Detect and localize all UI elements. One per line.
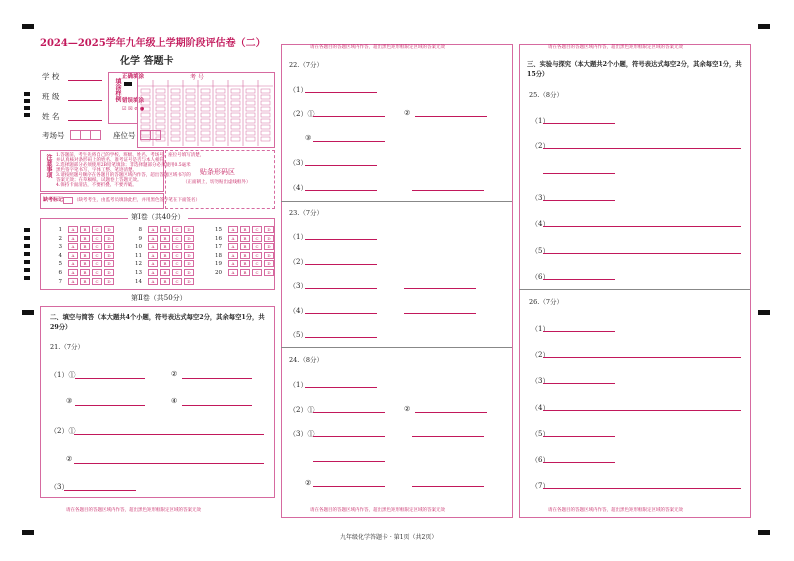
- q21-item: ④: [171, 397, 178, 405]
- answer-line[interactable]: [543, 200, 615, 201]
- answer-line[interactable]: [74, 463, 264, 464]
- q25-item: （5）: [531, 247, 550, 255]
- answer-line[interactable]: [182, 405, 252, 406]
- mc-question-row: [52, 278, 116, 285]
- mc-option-bubble[interactable]: C: [172, 260, 182, 267]
- mc-option-bubble[interactable]: D: [264, 260, 274, 267]
- mc-option-bubble[interactable]: A: [228, 235, 238, 242]
- notice-line: 黑色签字笔书写，字体工整、笔迹清楚。: [56, 168, 137, 173]
- mc-question-row: [212, 226, 276, 233]
- timing-mark: [24, 268, 30, 272]
- mc-question-number: 11: [135, 252, 142, 259]
- mc-option-bubble[interactable]: D: [184, 260, 194, 267]
- answer-line[interactable]: [305, 387, 377, 388]
- wrong-fill-label: 错误填涂: [122, 98, 145, 104]
- mc-option-bubble[interactable]: C: [252, 243, 262, 250]
- mc-question-row: [52, 243, 116, 250]
- timing-mark: [24, 99, 30, 103]
- fill-sample-label: 填涂样例: [114, 78, 121, 102]
- part2-box: [40, 306, 275, 498]
- section2-heading: 二、填空与简答（本大题共4个小题，符号表达式每空2分，其余每空1分，共29分）: [50, 314, 265, 331]
- mc-option-bubble[interactable]: A: [148, 252, 158, 259]
- mc-question-number: 2: [58, 235, 62, 242]
- q26-item: （1）: [531, 325, 550, 333]
- timing-mark: [24, 228, 30, 232]
- answer-line[interactable]: [305, 165, 377, 166]
- q21-item: （1）①: [50, 371, 76, 379]
- mc-option-bubble[interactable]: B: [160, 252, 170, 259]
- answer-line[interactable]: [543, 383, 615, 384]
- mc-option-bubble[interactable]: B: [160, 235, 170, 242]
- corner-mark-mr: [758, 310, 770, 315]
- q22-item: （3）: [289, 159, 308, 167]
- mc-option-bubble[interactable]: A: [148, 226, 158, 233]
- q22-label: 22.（7分）: [289, 61, 323, 69]
- q24-item: ②: [305, 479, 312, 487]
- answer-line[interactable]: [412, 190, 484, 191]
- mc-option-bubble[interactable]: D: [264, 269, 274, 276]
- column2-notice-top: 请在各题目的答题区域内作答，超出黑色矩形框限定区域的答案无效: [310, 45, 445, 50]
- answer-line[interactable]: [404, 288, 476, 289]
- mc-option-bubble[interactable]: B: [240, 235, 250, 242]
- answer-line[interactable]: [415, 116, 487, 117]
- q25-item: （1）: [531, 117, 550, 125]
- answer-line[interactable]: [412, 436, 484, 437]
- mc-option-bubble[interactable]: D: [264, 243, 274, 250]
- mc-option-bubble[interactable]: A: [228, 243, 238, 250]
- q24-label: 24.（8分）: [289, 356, 323, 364]
- mc-question-row: [52, 235, 116, 242]
- corner-mark-ml: [22, 310, 34, 315]
- mc-option-bubble[interactable]: A: [68, 243, 78, 250]
- mc-option-bubble[interactable]: B: [80, 269, 90, 276]
- answer-line[interactable]: [313, 486, 385, 487]
- answer-line[interactable]: [313, 436, 385, 437]
- mc-question-number: 15: [215, 227, 222, 233]
- answer-line[interactable]: [313, 461, 385, 462]
- column1-notice-bottom: 请在各题目的答题区域内作答，超出黑色矩形框限定区域的答案无效: [66, 508, 201, 513]
- q22-item: （4）: [289, 184, 308, 192]
- q21-item: ②: [66, 455, 73, 463]
- barcode-title: 贴条形码区: [200, 168, 235, 176]
- q21-item: （3）: [50, 483, 69, 491]
- mc-option-bubble[interactable]: B: [240, 226, 250, 233]
- mc-option-bubble[interactable]: B: [240, 260, 250, 267]
- answer-line[interactable]: [313, 141, 385, 142]
- section3-heading: 三、实验与探究（本大题共2个小题，符号表达式每空2分，其余每空1分，共15分）: [527, 61, 742, 78]
- mc-option-bubble[interactable]: C: [172, 235, 182, 242]
- mc-option-bubble[interactable]: B: [80, 243, 90, 250]
- mc-question-number: 9: [138, 235, 142, 242]
- mc-option-bubble[interactable]: C: [172, 278, 182, 285]
- timing-mark: [24, 92, 30, 96]
- notice-line: 1.答题前，考生先将自己的学校、班级、姓名、考场号、座位号填写清楚，: [56, 153, 205, 158]
- absent-text: （缺考考生，由监考员填涂此栏，并用黑色签字笔在下面签名）: [74, 198, 200, 203]
- mc-option-bubble[interactable]: D: [264, 252, 274, 259]
- timing-mark: [24, 252, 30, 256]
- room-label: 考场号: [42, 131, 65, 140]
- q21-item: ③: [66, 397, 73, 405]
- mc-question-row: [212, 260, 276, 267]
- mc-option-bubble[interactable]: A: [68, 226, 78, 233]
- mc-question-number: 7: [58, 278, 62, 285]
- mc-option-bubble[interactable]: C: [252, 252, 262, 259]
- answer-line[interactable]: [543, 279, 615, 280]
- corner-mark-bl: [22, 530, 34, 535]
- mc-option-bubble[interactable]: C: [172, 243, 182, 250]
- part2-label: 第Ⅱ卷（共50分）: [128, 293, 190, 303]
- mc-question-row: [212, 243, 276, 250]
- mc-option-bubble[interactable]: B: [80, 235, 90, 242]
- mc-option-bubble[interactable]: B: [240, 243, 250, 250]
- q23-label: 23.（7分）: [289, 209, 323, 217]
- answer-line[interactable]: [305, 190, 377, 191]
- q22-item: （2）①: [289, 110, 315, 118]
- mc-option-bubble[interactable]: A: [148, 243, 158, 250]
- mc-option-bubble[interactable]: A: [68, 269, 78, 276]
- mc-option-bubble[interactable]: C: [92, 243, 102, 250]
- answer-line[interactable]: [543, 436, 615, 437]
- corner-mark-br: [758, 530, 770, 535]
- q26-item: （7）: [531, 482, 550, 490]
- answer-line[interactable]: [543, 253, 741, 254]
- answer-line[interactable]: [305, 313, 377, 314]
- q23-item: （3）: [289, 282, 308, 290]
- mc-option-bubble[interactable]: A: [148, 269, 158, 276]
- notice-line: 并认真核对条形码上的姓名、准考证号是否与本人相符。: [56, 158, 169, 163]
- mc-option-bubble[interactable]: A: [148, 278, 158, 285]
- answer-line[interactable]: [313, 116, 385, 117]
- mc-option-bubble[interactable]: C: [92, 226, 102, 233]
- barcode-hint: （正面朝上，切勿贴出虚线框外）: [183, 180, 251, 185]
- mc-question-row: [132, 269, 196, 276]
- q21-item: （2）①: [50, 427, 76, 435]
- timing-mark: [24, 276, 30, 280]
- answer-line[interactable]: [313, 412, 385, 413]
- q24-item: （1）: [289, 381, 308, 389]
- mc-option-bubble[interactable]: D: [104, 278, 114, 285]
- mc-question-row: [132, 226, 196, 233]
- notice-line: 4.保持卡面清洁，不要折叠、不要弄破。: [56, 183, 137, 188]
- mc-question-row: [212, 269, 276, 276]
- mc-question-row: [212, 235, 276, 242]
- mc-option-bubble[interactable]: D: [184, 252, 194, 259]
- timing-mark: [24, 244, 30, 248]
- page-footer: 九年级化学答题卡 · 第1页（共2页）: [340, 534, 438, 541]
- mc-option-bubble[interactable]: C: [92, 278, 102, 285]
- answer-line[interactable]: [182, 378, 252, 379]
- q26-item: （2）: [531, 351, 550, 359]
- mc-option-bubble[interactable]: D: [184, 243, 194, 250]
- mc-option-bubble[interactable]: D: [104, 243, 114, 250]
- seat-label: 座位号: [113, 131, 136, 140]
- timing-mark: [24, 236, 30, 240]
- mc-question-number: 6: [58, 270, 62, 276]
- mc-option-bubble[interactable]: D: [184, 278, 194, 285]
- q23-item: （1）: [289, 233, 308, 241]
- school-label: 学 校: [42, 72, 60, 81]
- mc-option-bubble[interactable]: D: [184, 235, 194, 242]
- class-label: 班 级: [42, 92, 60, 101]
- mc-option-bubble[interactable]: C: [252, 235, 262, 242]
- mc-option-bubble[interactable]: A: [68, 235, 78, 242]
- mc-option-bubble[interactable]: B: [80, 252, 90, 259]
- mc-option-bubble[interactable]: C: [252, 226, 262, 233]
- mc-question-row: [212, 252, 276, 259]
- q25-item: （4）: [531, 220, 550, 228]
- q22-item: ③: [305, 134, 312, 142]
- mc-option-bubble[interactable]: B: [80, 278, 90, 285]
- mc-option-bubble[interactable]: B: [240, 252, 250, 259]
- answer-line[interactable]: [543, 488, 741, 489]
- mc-option-bubble[interactable]: C: [172, 252, 182, 259]
- answer-line[interactable]: [543, 357, 741, 358]
- answer-line[interactable]: [64, 490, 136, 491]
- mc-question-number: 19: [215, 261, 222, 268]
- mc-option-bubble[interactable]: D: [184, 269, 194, 276]
- answer-line[interactable]: [75, 378, 145, 379]
- answer-line[interactable]: [415, 412, 487, 413]
- mc-question-number: 4: [58, 252, 62, 259]
- mc-option-bubble[interactable]: A: [228, 252, 238, 259]
- mc-question-number: 13: [135, 270, 142, 276]
- answer-line[interactable]: [74, 434, 264, 435]
- mc-option-bubble[interactable]: B: [160, 260, 170, 267]
- timing-mark: [24, 113, 30, 117]
- q26-item: （5）: [531, 430, 550, 438]
- column3-box: [519, 44, 751, 518]
- answer-line[interactable]: [543, 123, 615, 124]
- answer-line[interactable]: [305, 239, 377, 240]
- corner-mark-tr: [758, 24, 770, 29]
- column3-notice-bottom: 请在各题目的答题区域内作答，超出黑色矩形框限定区域的答案无效: [548, 508, 683, 513]
- notice-line: 2.选择题部分必须使用2B铅笔填涂；非选择题部分必须使用0.5毫米: [56, 163, 191, 168]
- mc-question-row: [132, 260, 196, 267]
- class-line[interactable]: [68, 100, 102, 101]
- answer-line[interactable]: [305, 337, 377, 338]
- mc-question-number: 12: [135, 261, 142, 268]
- mc-question-number: 20: [215, 270, 222, 276]
- part1-label: 第Ⅰ卷（共40分）: [128, 212, 188, 222]
- q26-item: （4）: [531, 404, 550, 412]
- mc-option-bubble[interactable]: D: [104, 235, 114, 242]
- exam-number-grid[interactable]: [138, 80, 273, 146]
- wrong-fill-marks: ☑ ☒ ⊘ ●: [122, 106, 145, 112]
- mc-option-bubble[interactable]: A: [148, 235, 158, 242]
- exam-number-label: 考 号: [190, 74, 204, 81]
- answer-line[interactable]: [543, 410, 741, 411]
- mc-question-row: [132, 278, 196, 285]
- mc-option-bubble[interactable]: C: [92, 260, 102, 267]
- q23-item: （5）: [289, 331, 308, 339]
- answer-line[interactable]: [543, 226, 741, 227]
- mc-option-bubble[interactable]: C: [252, 269, 262, 276]
- mc-option-bubble[interactable]: B: [160, 269, 170, 276]
- q21-label: 21.（7分）: [50, 343, 84, 351]
- q26-item: （3）: [531, 377, 550, 385]
- notice-line: 3.请按照题号顺序在各题目的答题区域内作答，超出答题区域书写的: [56, 173, 191, 178]
- q26-item: （6）: [531, 456, 550, 464]
- absent-checkbox[interactable]: [63, 197, 73, 204]
- answer-line[interactable]: [305, 264, 377, 265]
- answer-line[interactable]: [543, 331, 615, 332]
- divider: [519, 289, 750, 290]
- column3-notice-top: 请在各题目的答题区域内作答，超出黑色矩形框限定区域的答案无效: [548, 45, 683, 50]
- absent-label: 缺考标记: [43, 197, 64, 203]
- timing-mark: [24, 106, 30, 110]
- mc-option-bubble[interactable]: B: [160, 243, 170, 250]
- mc-option-bubble[interactable]: C: [92, 235, 102, 242]
- mc-question-number: 10: [135, 244, 142, 251]
- mc-option-bubble[interactable]: D: [104, 260, 114, 267]
- q23-item: （4）: [289, 307, 308, 315]
- q25-item: （6）: [531, 273, 550, 281]
- mc-question-row: [132, 235, 196, 242]
- mc-question-row: [132, 243, 196, 250]
- q21-item: ②: [171, 370, 178, 378]
- mc-option-bubble[interactable]: B: [160, 278, 170, 285]
- mc-question-number: 17: [215, 244, 222, 251]
- mc-option-bubble[interactable]: B: [240, 269, 250, 276]
- mc-question-number: 5: [58, 261, 62, 268]
- mc-option-bubble[interactable]: A: [228, 260, 238, 267]
- answer-line[interactable]: [75, 405, 145, 406]
- q24-item: （2）①: [289, 406, 315, 414]
- answer-line[interactable]: [404, 313, 476, 314]
- answer-line[interactable]: [543, 173, 615, 174]
- page-title: 2024—2025学年九年级上学期阶段评估卷（二）: [40, 38, 266, 49]
- mc-question-row: [52, 226, 116, 233]
- mc-option-bubble[interactable]: A: [68, 252, 78, 259]
- correct-fill-label: 正确填涂: [122, 74, 145, 80]
- mc-option-bubble[interactable]: C: [172, 269, 182, 276]
- answer-line[interactable]: [412, 486, 484, 487]
- room-cell[interactable]: [90, 130, 101, 140]
- mc-option-bubble[interactable]: C: [92, 269, 102, 276]
- divider: [281, 347, 512, 348]
- q25-item: （2）: [531, 142, 550, 150]
- mc-question-number: 8: [138, 227, 142, 233]
- q26-label: 26.（7分）: [529, 298, 563, 306]
- mc-option-bubble[interactable]: D: [104, 226, 114, 233]
- answer-line[interactable]: [543, 462, 615, 463]
- mc-option-bubble[interactable]: A: [68, 260, 78, 267]
- name-label: 姓 名: [42, 112, 60, 121]
- mc-option-bubble[interactable]: C: [92, 252, 102, 259]
- mc-question-row: [52, 260, 116, 267]
- mc-option-bubble[interactable]: C: [172, 226, 182, 233]
- timing-mark: [24, 260, 30, 264]
- q22-item: ②: [404, 109, 411, 117]
- q25-item: （3）: [531, 194, 550, 202]
- mc-option-bubble[interactable]: A: [228, 226, 238, 233]
- mc-option-bubble[interactable]: A: [68, 278, 78, 285]
- mc-option-bubble[interactable]: B: [80, 260, 90, 267]
- mc-option-bubble[interactable]: D: [184, 226, 194, 233]
- name-line[interactable]: [68, 120, 102, 121]
- mc-option-bubble[interactable]: D: [264, 235, 274, 242]
- mc-option-bubble[interactable]: B: [80, 226, 90, 233]
- mc-question-row: [132, 252, 196, 259]
- divider: [281, 201, 512, 202]
- answer-line[interactable]: [305, 288, 377, 289]
- q23-item: （2）: [289, 258, 308, 266]
- mc-option-bubble[interactable]: D: [104, 269, 114, 276]
- mc-option-bubble[interactable]: C: [252, 260, 262, 267]
- q22-item: （1）: [289, 86, 308, 94]
- correct-fill-mark: [124, 82, 132, 86]
- mc-question-row: [52, 252, 116, 259]
- mc-question-row: [52, 269, 116, 276]
- corner-mark-tl: [22, 24, 34, 29]
- mc-option-bubble[interactable]: D: [264, 226, 274, 233]
- mc-option-bubble[interactable]: B: [160, 226, 170, 233]
- mc-option-bubble[interactable]: D: [104, 252, 114, 259]
- notice-label: 注意事项: [45, 154, 52, 178]
- mc-question-number: 1: [58, 227, 62, 233]
- q25-label: 25.（8分）: [529, 91, 563, 99]
- mc-option-bubble[interactable]: A: [228, 269, 238, 276]
- answer-line[interactable]: [543, 148, 741, 149]
- mc-question-number: 14: [135, 278, 142, 285]
- mc-question-number: 18: [215, 252, 222, 259]
- mc-question-number: 16: [215, 235, 222, 242]
- mc-option-bubble[interactable]: A: [148, 260, 158, 267]
- subject-title: 化学 答题卡: [120, 56, 174, 67]
- q24-item: ②: [404, 405, 411, 413]
- answer-line[interactable]: [305, 92, 377, 93]
- column2-notice-bottom: 请在各题目的答题区域内作答，超出黑色矩形框限定区域的答案无效: [310, 508, 445, 513]
- notice-line: 答案无效；在草稿纸、试题卷上答题无效。: [56, 178, 142, 183]
- q24-item: （3）①: [289, 430, 315, 438]
- school-line[interactable]: [68, 80, 102, 81]
- mc-question-number: 3: [58, 244, 62, 251]
